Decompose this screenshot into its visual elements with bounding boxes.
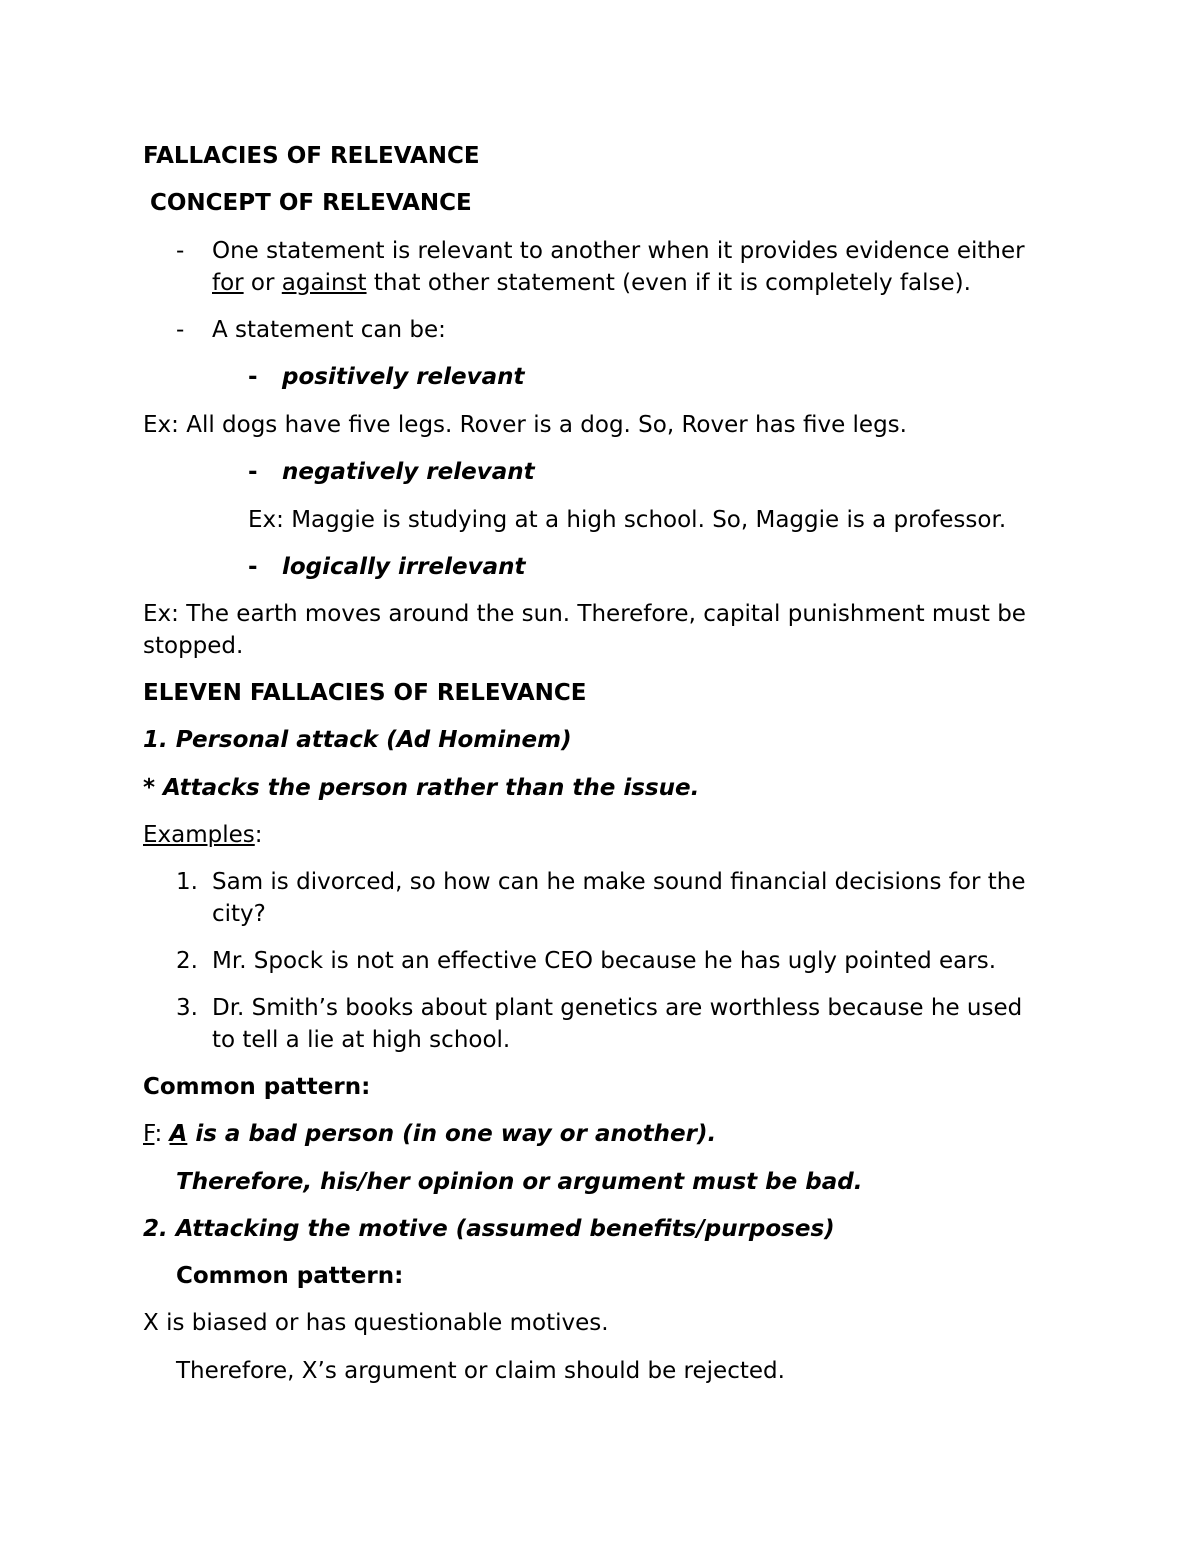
concept-heading: CONCEPT OF RELEVANCE xyxy=(150,190,472,216)
underlined-for: for xyxy=(212,270,244,296)
type-negatively-relevant: negatively relevant xyxy=(282,459,535,485)
bullet-dash: - xyxy=(248,364,258,390)
example-negatively-relevant: Ex: Maggie is studying at a high school. So, Maggie is a professor. xyxy=(248,507,1007,533)
definition-types-intro: A statement can be: xyxy=(212,317,446,343)
bullet-dash: - xyxy=(176,238,185,264)
pattern-premise: F: A is a bad person (in one way or another). xyxy=(143,1121,717,1147)
list-item-number: 2. xyxy=(176,948,198,974)
fallacy-1-title: 1. Personal attack (Ad Hominem) xyxy=(143,727,572,753)
definition-line-2: for or against that other statement (even if it is completely false). xyxy=(212,270,971,296)
list-item-number: 1. xyxy=(176,869,198,895)
definition-line-1: One statement is relevant to another when it provides evidence either xyxy=(212,238,1025,264)
section-heading-eleven-fallacies: ELEVEN FALLACIES OF RELEVANCE xyxy=(143,680,587,706)
type-positively-relevant: positively relevant xyxy=(282,364,525,390)
examples-label: Examples: xyxy=(143,822,263,848)
example-logically-irrelevant-line-2: stopped. xyxy=(143,633,244,659)
pattern-premise: X is biased or has questionable motives. xyxy=(143,1310,609,1336)
fallacy-1-note: * Attacks the person rather than the issue. xyxy=(143,775,700,801)
list-item: Sam is divorced, so how can he make sound financial decisions for the xyxy=(212,869,1026,895)
example-positively-relevant: Ex: All dogs have five legs. Rover is a dog. So, Rover has five legs. xyxy=(143,412,907,438)
list-item: Mr. Spock is not an effective CEO because he has ugly pointed ears. xyxy=(212,948,996,974)
bullet-dash: - xyxy=(248,554,258,580)
list-item-continuation: city? xyxy=(212,901,266,927)
list-item-continuation: to tell a lie at high school. xyxy=(212,1027,511,1053)
common-pattern-label: Common pattern: xyxy=(143,1074,371,1100)
list-item: Dr. Smith’s books about plant genetics are worthless because he used xyxy=(212,995,1023,1021)
example-logically-irrelevant-line-1: Ex: The earth moves around the sun. Therefore, capital punishment must be xyxy=(143,601,1026,627)
type-logically-irrelevant: logically irrelevant xyxy=(282,554,526,580)
pattern-conclusion: Therefore, X’s argument or claim should be rejected. xyxy=(176,1358,785,1384)
bullet-dash: - xyxy=(248,459,258,485)
page-title: FALLACIES OF RELEVANCE xyxy=(143,143,480,169)
common-pattern-label: Common pattern: xyxy=(176,1263,404,1289)
pattern-conclusion: Therefore, his/her opinion or argument must be bad. xyxy=(176,1169,863,1195)
fallacy-2-title: 2. Attacking the motive (assumed benefits/purposes) xyxy=(143,1216,835,1242)
list-item-number: 3. xyxy=(176,995,198,1021)
underlined-against: against xyxy=(281,270,367,296)
bullet-dash: - xyxy=(176,317,185,343)
